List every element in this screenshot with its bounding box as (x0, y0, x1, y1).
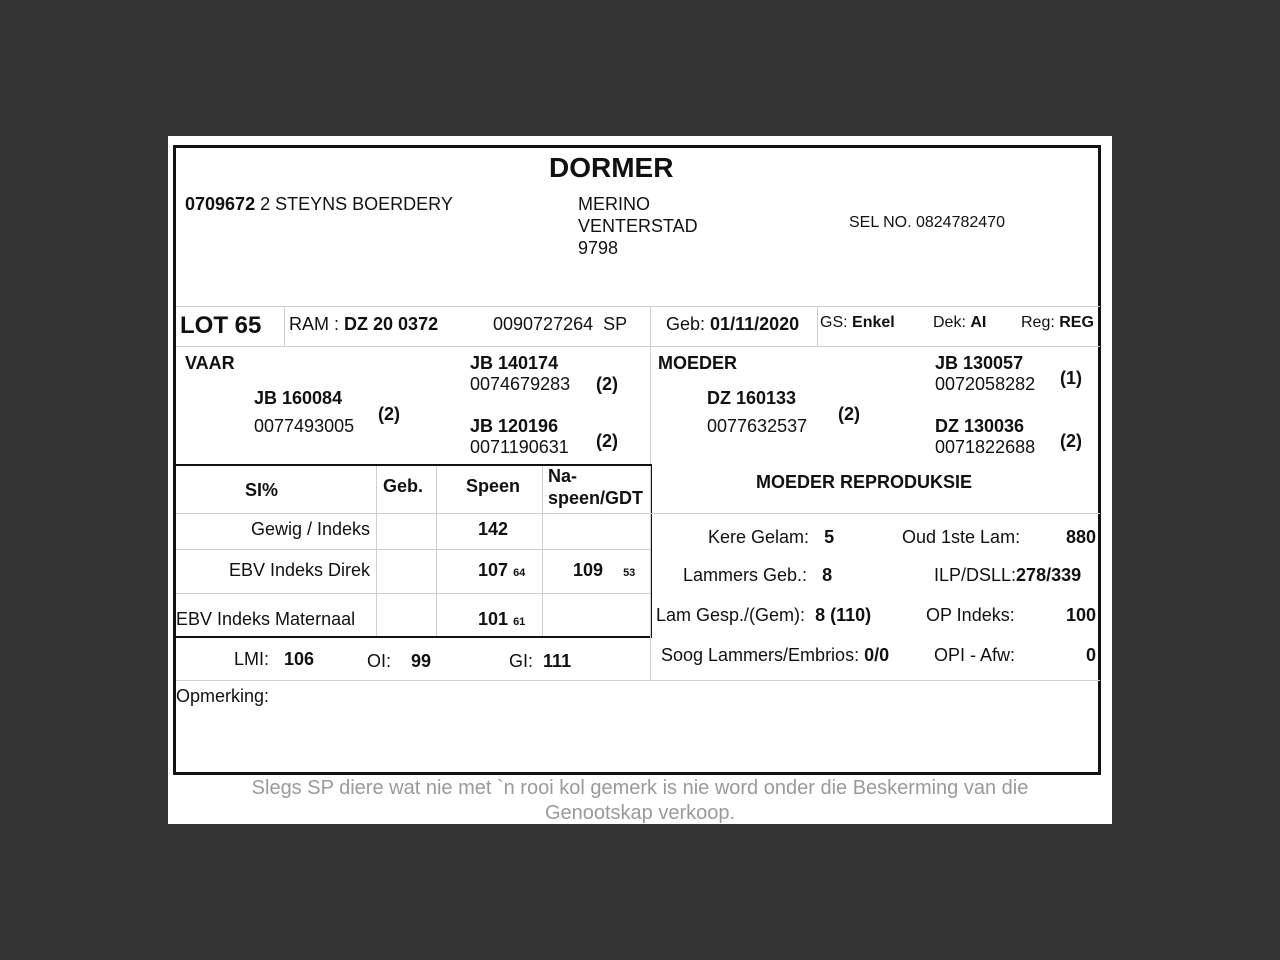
sire-id: JB 160084 (254, 388, 343, 408)
si-row-naspeen: 109 53 (573, 560, 636, 580)
kere-value: 5 (824, 527, 835, 547)
dek-label: Dek: (933, 314, 966, 331)
sire-number: 0077493005 (254, 416, 355, 436)
si-row-label: EBV Indeks Direk (228, 560, 370, 580)
soog-value: 0/0 (864, 645, 890, 665)
lmi-value: 106 (284, 649, 315, 669)
dam-sire-code: (1) (1060, 368, 1082, 388)
divider (542, 466, 543, 636)
footer-note (168, 776, 1112, 824)
sire-dam-code: (2) (596, 431, 618, 451)
lam-gesp-line (656, 605, 871, 626)
dam-id: DZ 160133 (707, 388, 797, 408)
divider (817, 306, 818, 346)
divider (650, 466, 651, 636)
remarks-label: Opmerking: (176, 686, 270, 706)
si-row-speen: 142 (478, 519, 509, 539)
lot-number: LOT 65 (180, 312, 262, 339)
birth-date-line (666, 314, 799, 335)
reg-value: REG (1059, 314, 1094, 331)
footer-line2: Genootskap verkoop. (544, 802, 736, 824)
divider (176, 513, 650, 514)
footer-line1: Slegs SP diere wat nie met `n rooi kol gemerk is nie word onder die Beskerming van die (251, 777, 1029, 799)
ram-id-line (289, 314, 438, 335)
gi-line (509, 651, 571, 672)
dam-dam-code: (2) (1060, 431, 1082, 451)
kere-label: Kere Gelam: (708, 527, 810, 547)
ram-label: RAM : (289, 314, 340, 334)
gs-line (820, 314, 895, 332)
reg-line (1021, 314, 1094, 332)
oi-line (367, 651, 431, 672)
geb-label: Geb: (666, 314, 706, 334)
opi-value: 0 (1085, 645, 1096, 665)
si-table-top (174, 464, 652, 466)
address-line2: VENTERSTAD (578, 216, 698, 236)
si-row-label: Gewig / Indeks (250, 519, 370, 539)
divider (176, 306, 1100, 307)
catalog-card (168, 136, 1112, 824)
sire-sire-code: (2) (596, 374, 618, 394)
ilp-label: ILP/DSLL: (934, 565, 1017, 585)
breed-title: DORMER (549, 152, 674, 183)
divider (176, 346, 1100, 347)
si-row-naspeen-sub: 53 (623, 567, 636, 579)
divider (651, 513, 1100, 514)
oi-label: OI: (367, 651, 392, 671)
gesp-value: 8 (110) (815, 605, 872, 625)
soog-label: Soog Lammers/Embrios: (661, 645, 860, 665)
divider (650, 306, 651, 346)
oi-value: 99 (411, 651, 432, 671)
kere-gelam-line (708, 527, 834, 548)
dek-value: AI (970, 314, 987, 331)
si-header-na: Na- (548, 466, 578, 486)
gi-value: 111 (543, 651, 572, 671)
divider (650, 346, 651, 466)
lmi-label: LMI: (234, 649, 270, 669)
si-header-speen: Speen (466, 476, 521, 496)
reg-label: Reg: (1021, 314, 1055, 331)
dam-dam-id: DZ 130036 (935, 416, 1025, 436)
divider (376, 466, 377, 636)
breeder-code: 0709672 (185, 194, 256, 214)
opi-label: OPI - Afw: (934, 645, 1016, 665)
si-row-speen: 107 64 (478, 560, 526, 580)
lmi-line (234, 649, 314, 670)
sire-code: (2) (378, 404, 400, 424)
moeder-label: MOEDER (658, 353, 738, 373)
oud-label: Oud 1ste Lam: (902, 527, 1021, 547)
dam-number: 0077632537 (707, 416, 808, 436)
ilp-value: 278/339 (1016, 565, 1082, 585)
si-row-label: EBV Indeks Maternaal (176, 609, 356, 629)
gs-value: Enkel (852, 314, 895, 331)
sire-dam-number: 0071190631 (470, 437, 569, 457)
divider (436, 466, 437, 636)
gesp-label: Lam Gesp./(Gem): (656, 605, 806, 625)
gi-label: GI: (509, 651, 534, 671)
ram-number: 0090727264 (493, 314, 594, 334)
ram-number-line (493, 314, 627, 335)
gs-label: GS: (820, 314, 848, 331)
op-label: OP Indeks: (926, 605, 1015, 625)
soog-line (661, 645, 889, 666)
ilp-line (934, 565, 1081, 586)
si-row-speen: 101 61 (478, 609, 526, 629)
op-value: 100 (1065, 605, 1096, 625)
divider (176, 593, 650, 594)
si-header-geb: Geb. (383, 476, 424, 496)
divider (176, 549, 650, 550)
divider (284, 306, 285, 346)
dek-line (933, 314, 986, 332)
sire-sire-number: 0074679283 (470, 374, 571, 394)
address-line3: 9798 (578, 238, 619, 258)
lammers-label: Lammers Geb.: (683, 565, 808, 585)
reproduction-title: MOEDER REPRODUKSIE (756, 472, 973, 492)
sel-no: SEL NO. 0824782470 (849, 214, 1005, 231)
si-row-speen-sub: 61 (513, 616, 526, 628)
si-header-si: SI% (245, 480, 279, 500)
dam-dam-number: 0071822688 (935, 437, 1036, 457)
si-row-speen-sub: 64 (513, 567, 526, 579)
lammers-value: 8 (822, 565, 833, 585)
geb-value: 01/11/2020 (710, 314, 800, 334)
sire-dam-id: JB 120196 (470, 416, 559, 436)
address-line1: MERINO (578, 194, 650, 214)
sire-sire-id: JB 140174 (470, 353, 559, 373)
si-header-naspeen: speen/GDT (548, 488, 644, 508)
breeder-name: 2 STEYNS BOERDERY (260, 194, 453, 214)
lammers-geb-line (683, 565, 832, 586)
ram-status: SP (603, 314, 628, 334)
oud-value: 880 (1065, 527, 1096, 547)
si-table-bottom (174, 636, 652, 638)
divider (650, 636, 651, 680)
breeder-line (185, 194, 453, 215)
dam-code: (2) (838, 404, 860, 424)
dam-sire-id: JB 130057 (935, 353, 1024, 373)
divider (176, 680, 1100, 681)
ram-id: DZ 20 0372 (344, 314, 439, 334)
dam-sire-number: 0072058282 (935, 374, 1036, 394)
vaar-label: VAAR (185, 353, 235, 373)
